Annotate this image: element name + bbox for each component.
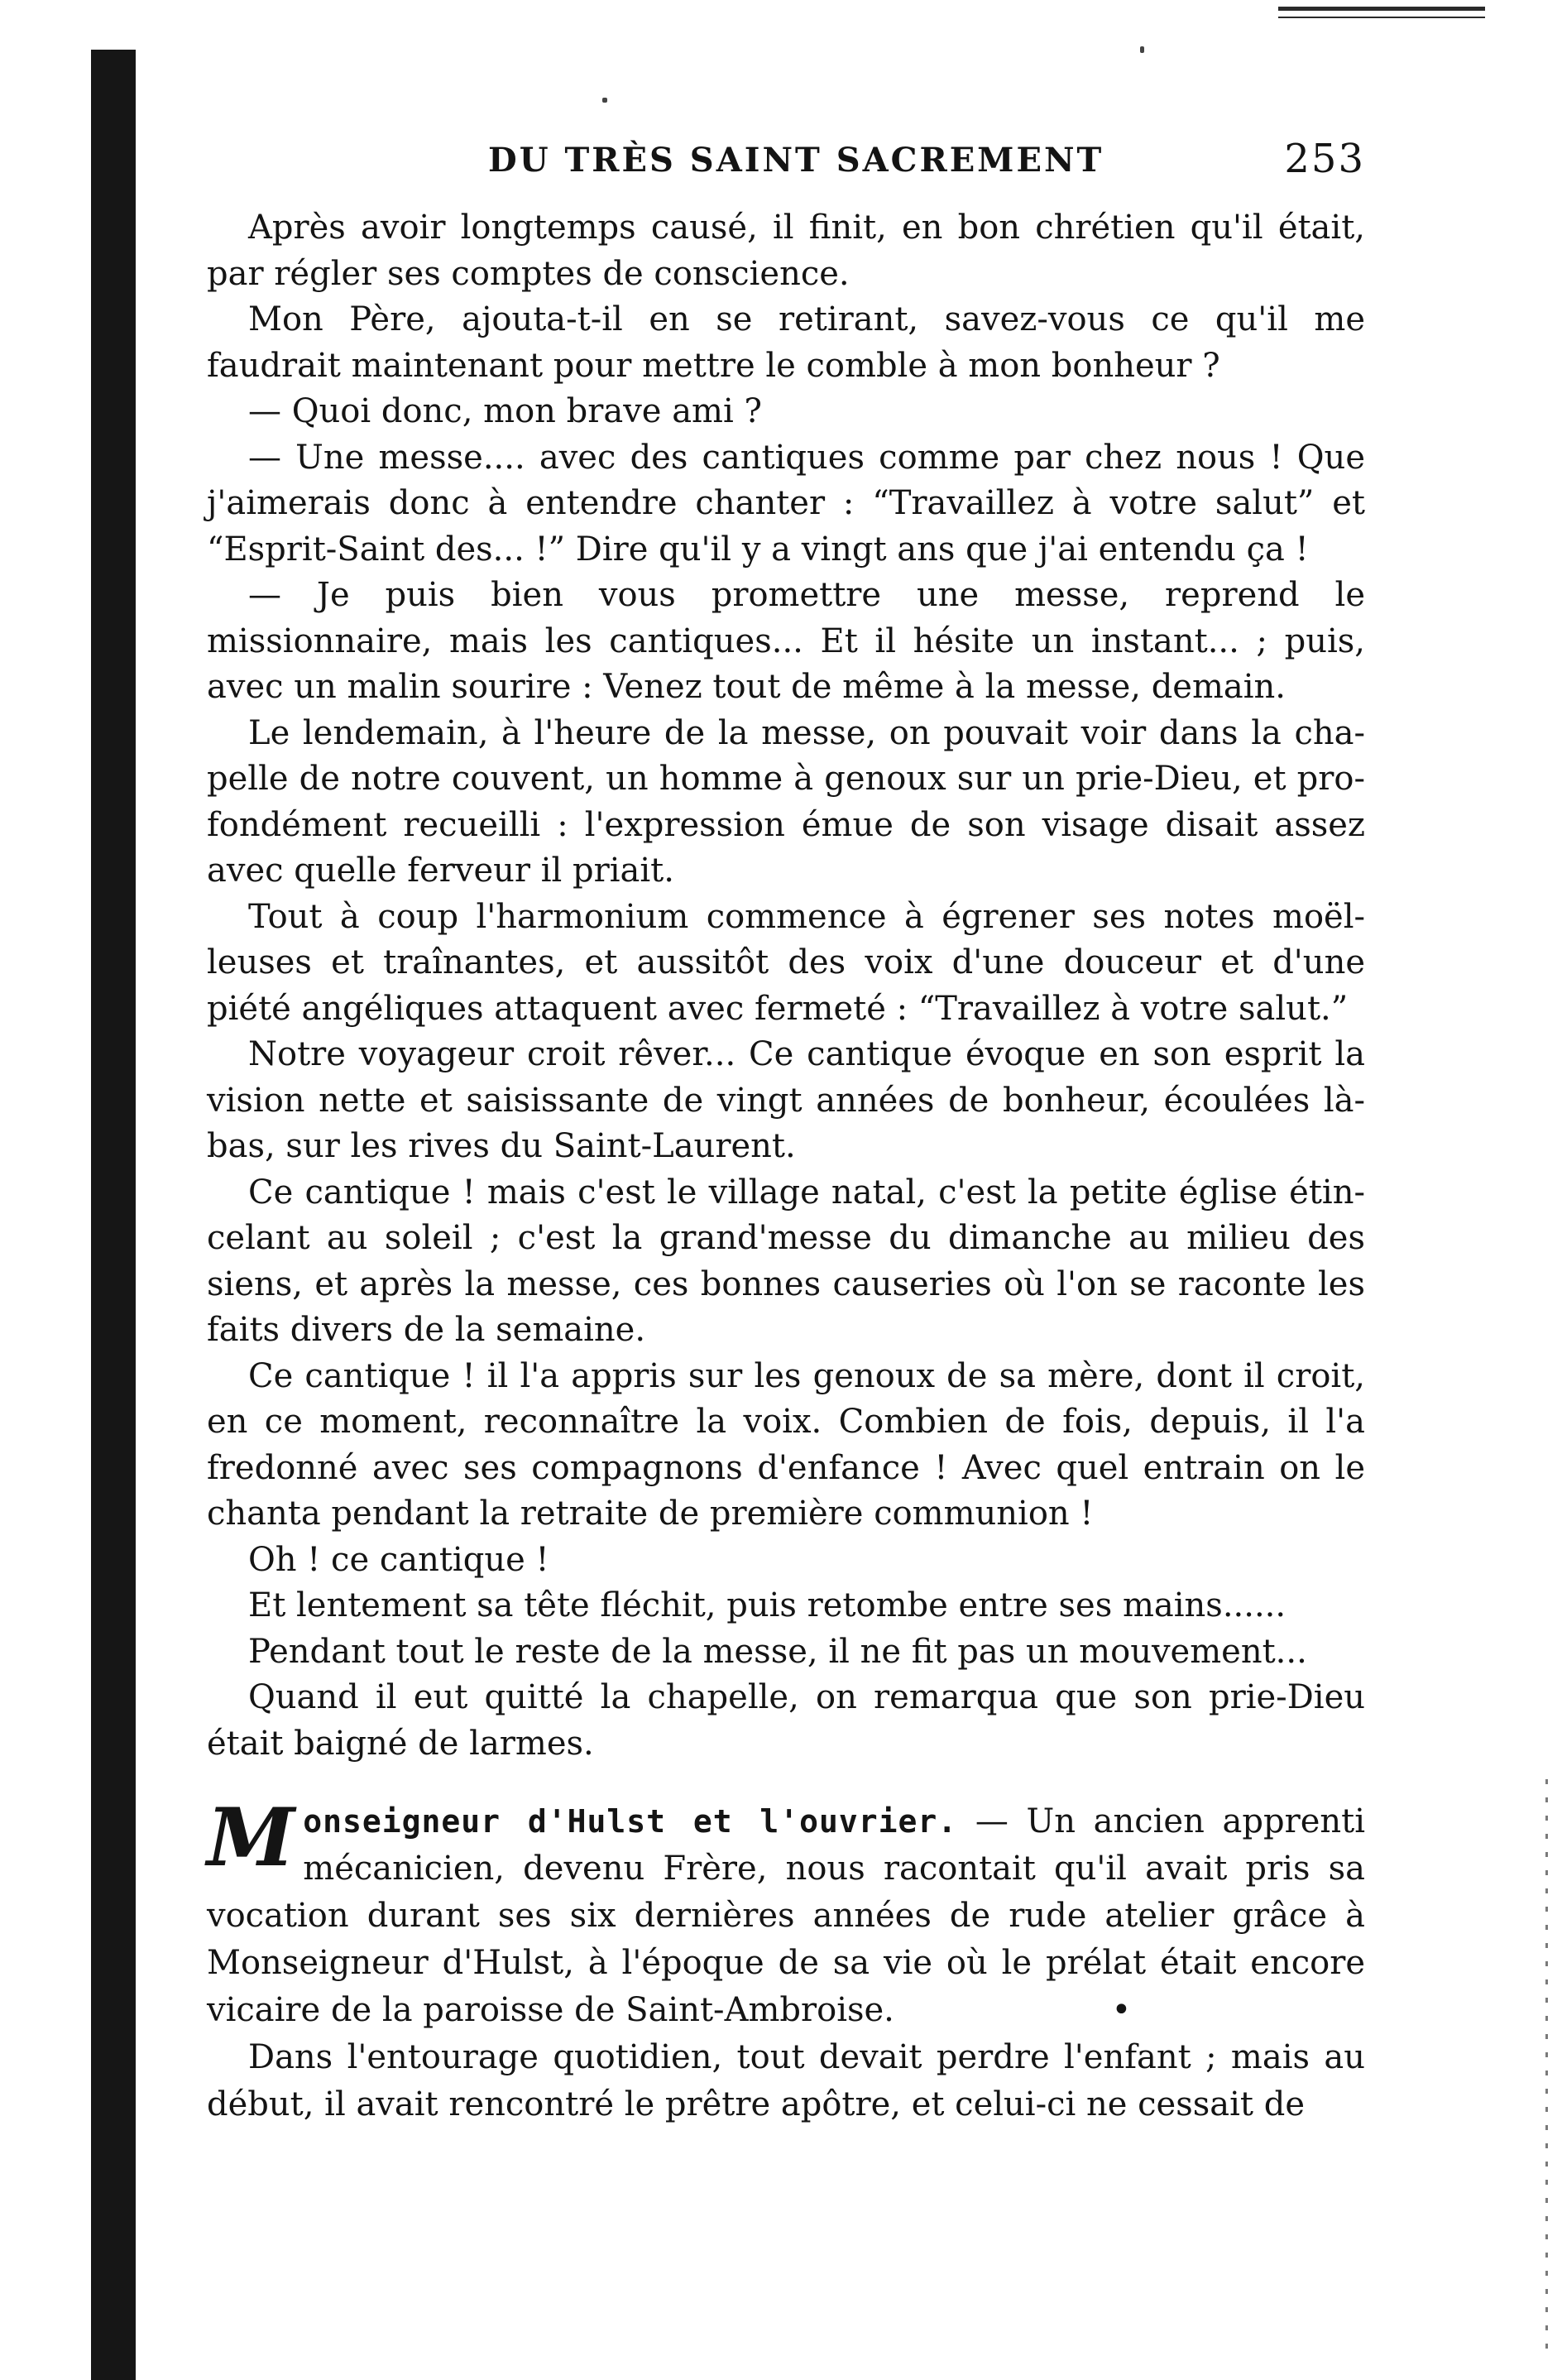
paragraph: Et lentement sa tête fléchit, puis retombe entre ses mains...... [248,1586,1286,1624]
page-number: 253 [1284,136,1365,182]
scan-right-edge-marks [1545,1779,1548,2358]
paragraph: Ce cantique ! mais c'est le village natal, c'est la petite église étincelant au soleil ; c'est la grand'messe du dimanche au milieu des siens, et après la messe, ces bonnes causeries où l'on se raconte les faits divers de la semaine. [207,1173,1365,1349]
scan-binding-edge [91,50,136,2380]
drop-cap: M [207,1791,295,1884]
section-text: — Un ancien apprenti mécanicien, devenu Frère, nous racontait qu'il avait pris sa vocation durant ses six dernières années de rude atelier grâce à Monseigneur d'Hulst, à l'époque de sa vie où le prélat était encore vicaire de la paroisse de Saint-Ambroise. [207,1802,1365,2029]
top-rule-thin [1278,17,1485,18]
scan-speck [602,98,607,103]
paragraph: — Quoi donc, mon brave ami ? [248,392,762,430]
paragraph: Oh ! ce cantique ! [248,1540,549,1579]
paragraph: Tout à coup l'harmonium commence à égrener ses notes moëlleuses et traînantes, et aussitôt des voix d'une douceur et d'une piété angéliques attaquent avec fermeté : “Travaillez à votre salut.” [207,897,1365,1028]
running-head [207,124,1365,199]
paragraph: Pendant tout le reste de la messe, il ne fit pas un mouvement... [248,1632,1307,1671]
paragraph: Après avoir longtemps causé, il finit, en bon chrétien qu'il était, par régler ses comptes de conscience. [207,209,1365,293]
paragraph: — Je puis bien vous promettre une messe, reprend le missionnaire, mais les cantiques... Et il hésite un instant... ; puis, avec un malin sourire : Venez tout de même à la messe, demain. [207,576,1365,706]
section-paragraph [207,1791,1365,2034]
paragraph: Quand il eut quitté la chapelle, on remarqua que son prie-Dieu était baigné de larmes. [207,1678,1365,1763]
scan-speck [1140,46,1144,53]
section-title: onseigneur d'Hulst et l'ouvrier. [303,1803,958,1840]
body-text-lower [207,1791,1365,2128]
paragraph: Dans l'entourage quotidien, tout devait perdre l'enfant ; mais au début, il avait rencontré le prêtre apôtre, et celui-ci ne cessait de [207,2038,1365,2123]
top-rule [1278,7,1485,11]
paragraph: Notre voyageur croit rêver... Ce cantique évoque en son esprit la vision nette et saisissante de vingt années de bonheur, écoulées là-bas, sur les rives du Saint-Laurent. [207,1035,1365,1165]
stray-bullet: • [1111,1991,1132,2029]
paragraph: Le lendemain, à l'heure de la messe, on pouvait voir dans la chapelle de notre couvent, un homme à genoux sur un prie-Dieu, et profondément recueilli : l'expression émue de son visage disait assez avec quelle ferveur il priait. [207,713,1365,890]
body-text-upper [207,205,1365,1767]
paragraph: — Une messe.... avec des cantiques comme par chez nous ! Que j'aimerais donc à entendre chanter : “Travaillez à votre salut” et “Esprit-Saint des... !” Dire qu'il y a vingt ans que j'ai entendu ça ! [207,438,1365,569]
paragraph: Mon Père, ajouta-t-il en se retirant, savez-vous ce qu'il me faudrait maintenant pour mettre le comble à mon bonheur ? [207,300,1365,385]
paragraph: Ce cantique ! il l'a appris sur les genoux de sa mère, dont il croit, en ce moment, reconnaître la voix. Combien de fois, depuis, il l'a fredonné avec ses compagnons d'enfance ! Avec quel entrain on le chanta pendant la retraite de première communion ! [207,1356,1365,1533]
running-head-title: DU TRÈS SAINT SACREMENT [488,141,1104,180]
